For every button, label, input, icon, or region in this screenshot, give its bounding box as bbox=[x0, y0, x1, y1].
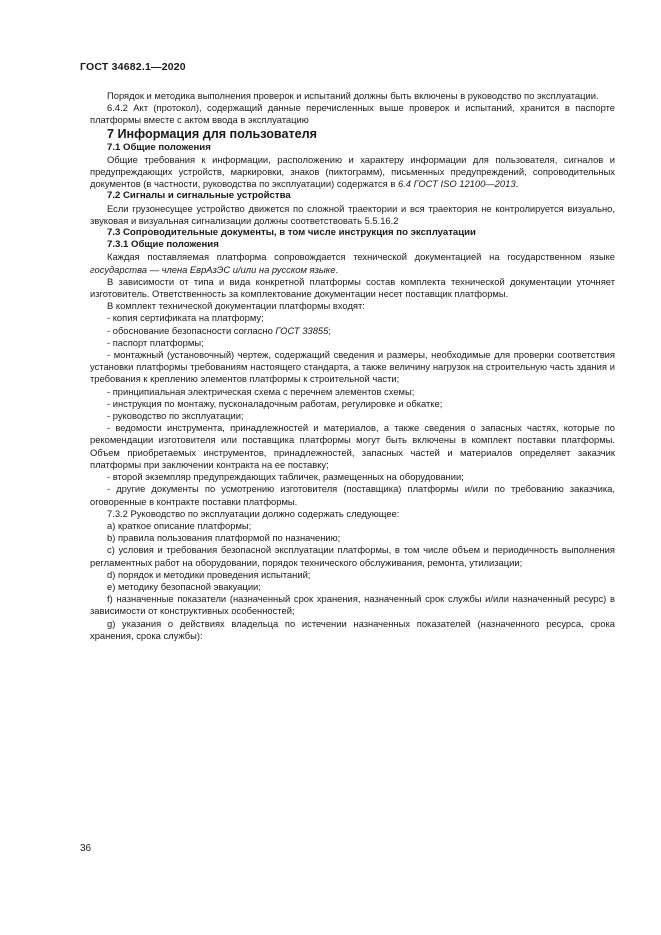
section-heading: 7 Информация для пользователя bbox=[107, 126, 318, 141]
list-item: с) условия и требования безопасной эксплуатации платформы, в том числе объем и периодичность выполнения регламентных работ на оборудовании, порядок технического обслуживания, ремонта, утилизации; bbox=[90, 544, 615, 568]
paragraph: 6.4.2 Акт (протокол), содержащий данные перечисленных выше проверок и испытаний, хранится в паспорте платформы вместе с актом ввода в эксплуатацию bbox=[90, 102, 615, 126]
page-number: 36 bbox=[80, 843, 92, 854]
paragraph: Если грузонесущее устройство движется по сложной траектории и вся траектория не контролируется визуально, звуковая и визуальная сигнализации должны соответствовать 5.5.16.2 bbox=[90, 202, 615, 226]
list-item: - инструкция по монтажу, пусконаладочным работам, регулировке и обкатке; bbox=[107, 397, 443, 409]
list-item: - обоснование безопасности согласно ГОСТ 33855; bbox=[107, 324, 331, 336]
subsection-heading: 7.1 Общие положения bbox=[107, 141, 211, 153]
document-body bbox=[90, 90, 615, 642]
list-item: а) краткое описание платформы; bbox=[107, 519, 252, 531]
list-item: - монтажный (установочный) чертеж, содержащий сведения и размеры, необходимые для проверки соответствия установки платформы требованиям настоящего стандарта, а также величину нагрузок на строительную часть здания и требования к креплению элементов платформы к строительной части; bbox=[90, 349, 615, 385]
document-header: ГОСТ 34682.1—2020 bbox=[80, 61, 186, 73]
subsection-heading: 7.2 Сигналы и сигнальные устройства bbox=[107, 190, 291, 202]
list-item: - паспорт платформы; bbox=[107, 336, 204, 348]
subsection-heading: 7.3 Сопроводительные документы, в том числе инструкция по эксплуатации bbox=[107, 227, 476, 239]
list-item: d) порядок и методики проведения испытаний; bbox=[107, 568, 311, 580]
list-item: b) правила пользования платформой по назначению; bbox=[107, 532, 341, 544]
list-item: - ведомости инструмента, принадлежностей и материалов, а также сведения о запасных частях, которые по рекомендации изготовителя или поставщика платформы могут быть включены в комплект поставки платформы. Объем приобретаемых инструментов, принадлежностей, запасных частей и материалов определяет заказчик платформы при заключении контракта на ее поставку; bbox=[90, 422, 615, 470]
list-item: - руководство по эксплуатации; bbox=[107, 410, 244, 422]
paragraph: Общие требования к информации, расположению и характеру информации для пользователя, сигналов и предупреждающих устройств, маркировки, знаков (пиктограмм), письменных предупреждений, сопроводительных документов (в частности, руководства по эксплуатации) содержатся в 6.4 ГОСТ ISO 12100—2013. bbox=[90, 153, 615, 190]
list-item: - копия сертификата на платформу; bbox=[107, 312, 264, 324]
list-item: - принципиальная электрическая схема с перечнем элементов схемы; bbox=[107, 385, 415, 397]
paragraph: В комплект технической документации платформы входят: bbox=[107, 300, 365, 312]
paragraph: Порядок и методика выполнения проверок и испытаний должны быть включены в руководство по эксплуатации. bbox=[107, 90, 599, 101]
list-item: е) методику безопасной эвакуации; bbox=[107, 580, 261, 592]
list-item: g) указания о действиях владельца по истечении назначенных показателей (назначенного ресурса, срока хранения, срока службы): bbox=[90, 617, 615, 641]
clause-heading: 7.3.1 Общие положения bbox=[107, 239, 219, 251]
paragraph: Каждая поставляемая платформа сопровождается технической документацией на государственном языке государства — члена ЕврАзЭС и/или на русском языке. bbox=[90, 251, 615, 275]
list-item: - другие документы по усмотрению изготовителя (поставщика) платформы и/или по требованию заказчика, оговоренные в контракте поставки платформы. bbox=[90, 483, 615, 507]
list-item: - второй экземпляр предупреждающих табличек, размещенных на оборудовании; bbox=[107, 471, 464, 483]
list-item: f) назначенные показатели (назначенный срок хранения, назначенный срок службы и/или назначенный ресурс) в зависимости от конструктивных особенностей; bbox=[90, 593, 615, 617]
paragraph: 7.3.2 Руководство по эксплуатации должно содержать следующее: bbox=[107, 507, 400, 519]
paragraph: В зависимости от типа и вида конкретной платформы состав комплекта технической документации уточняет изготовитель. Ответственность за комплектование документации несет поставщик платформы. bbox=[90, 275, 615, 300]
